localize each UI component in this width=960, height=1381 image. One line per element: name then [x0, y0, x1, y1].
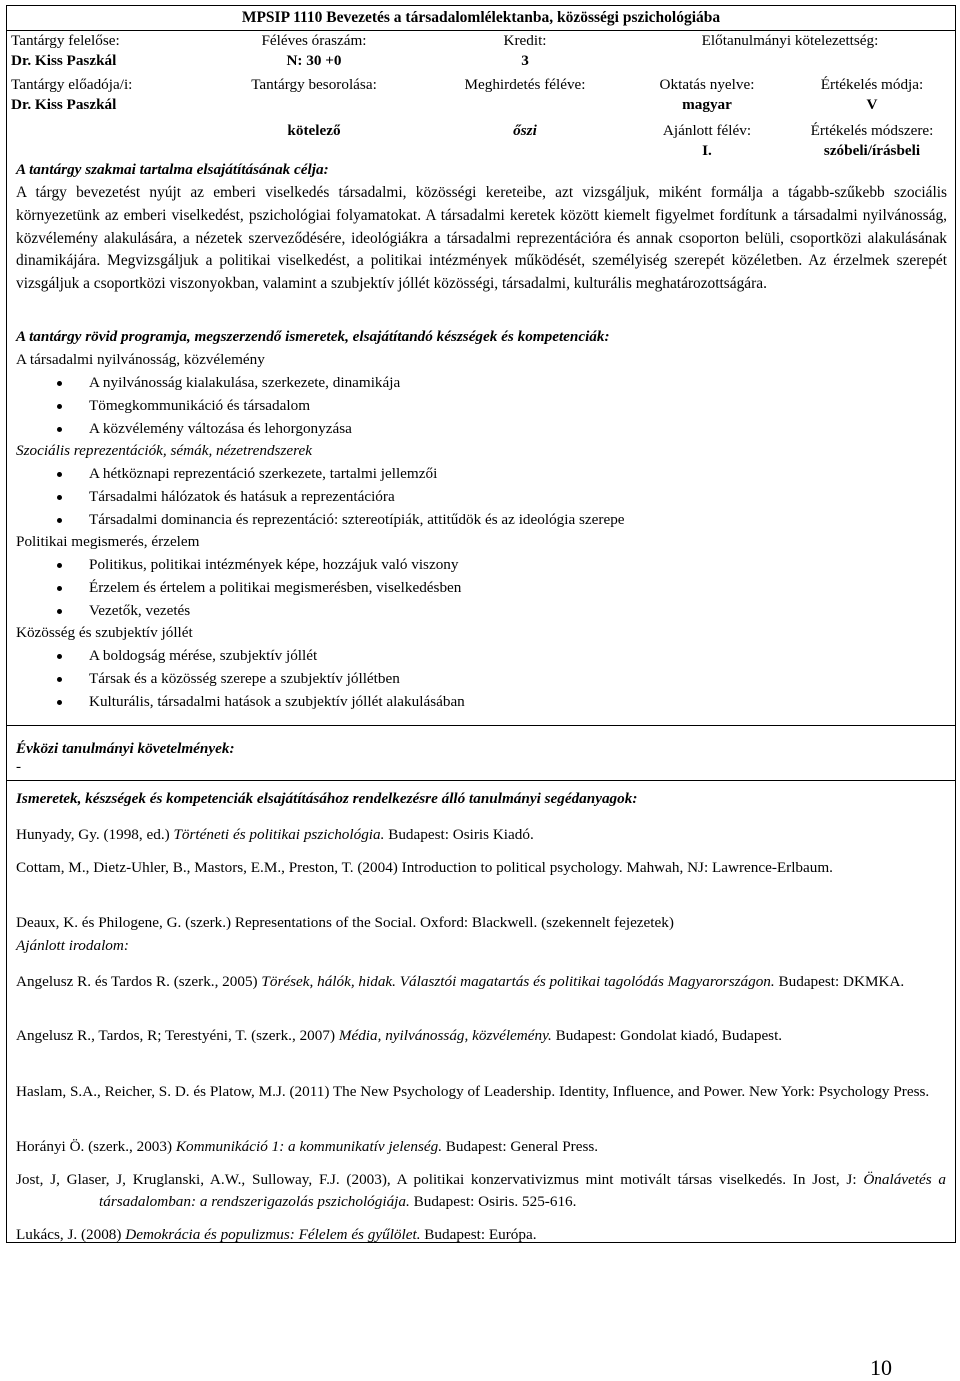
reference-text: Deaux, K. és Philogene, G. (szerk.) Representations of the Social. Oxford: Blackwell. (szekennelt fejezetek)	[16, 914, 674, 931]
bullet-icon	[57, 381, 62, 386]
reference-text: Lukács, J. (2008)	[16, 1226, 126, 1243]
list-item	[89, 419, 352, 439]
reference-text: Budapest: Osiris Kiadó.	[384, 826, 534, 843]
list-item	[89, 396, 310, 416]
reference-item	[16, 824, 946, 846]
bullet-icon	[57, 518, 62, 523]
besorolas-label: Tantárgy besorolása:	[251, 76, 377, 93]
reference-item	[16, 1136, 946, 1158]
list-item-text: A nyilvánosság kialakulása, szerkezete, dinamikája	[89, 374, 401, 391]
list-item	[89, 555, 458, 575]
reference-text: Horányi Ö. (szerk., 2003)	[16, 1138, 176, 1155]
meghirdetes-value: őszi	[513, 122, 537, 139]
list-item-text: Kulturális, társadalmi hatások a szubjektív jóllét alakulásában	[89, 693, 465, 710]
course-title: MPSIP 1110 Bevezetés a társadalomlélektanba, közösségi pszichológiába	[241, 9, 721, 26]
bullet-icon	[57, 495, 62, 500]
list-item-text: A hétköznapi reprezentáció szerkezete, tartalmi jellemzői	[89, 465, 438, 482]
bullet-icon	[57, 404, 62, 409]
reference-item	[16, 1224, 946, 1246]
topic-title: Szociális reprezentációk, sémák, nézetrendszerek	[16, 442, 312, 459]
recommended-heading: Ajánlott irodalom:	[16, 937, 129, 954]
oraszam-value: N: 30 +0	[286, 52, 342, 69]
ertekeles-modszere-label: Értékelés módszere:	[810, 122, 934, 139]
reference-text: Budapest: Gondolat kiadó, Budapest.	[551, 1027, 783, 1044]
reference-text: Angelusz R., Tardos, R; Terestyéni, T. (szerk., 2007)	[16, 1027, 339, 1044]
reference-item	[16, 857, 946, 879]
reference-text: Hunyady, Gy. (1998, ed.)	[16, 826, 174, 843]
kredit-label: Kredit:	[503, 32, 547, 49]
list-item-text: Tömegkommunikáció és társadalom	[89, 397, 311, 414]
elotan-label: Előtanulmányi kötelezettség:	[701, 32, 879, 49]
list-item-text: A boldogság mérése, szubjektív jóllét	[89, 647, 318, 664]
reference-item	[16, 1081, 946, 1103]
ertekeles-mod-label: Értékelés módja:	[820, 76, 924, 93]
reference-title: Önalávetés a társadalomban: a rendszerigazolás pszichológiája.	[99, 1171, 946, 1210]
list-item-text: Társak és a közösség szerepe a szubjektív jóllétben	[89, 670, 400, 687]
divider	[7, 725, 955, 726]
reference-title: Történeti és politikai pszichológia.	[173, 826, 385, 843]
eloado-label: Tantárgy előadója/i:	[11, 76, 133, 93]
reference-text: Budapest: General Press.	[442, 1138, 599, 1155]
nyelv-value: magyar	[682, 96, 732, 113]
topic-title: Politikai megismerés, érzelem	[16, 533, 200, 550]
reference-item	[16, 1025, 946, 1047]
list-item	[89, 578, 461, 598]
materials-heading: Ismeretek, készségek és kompetenciák elsajátításához rendelkezésre álló tanulmányi segédanyagok:	[16, 790, 638, 807]
list-item-text: A közvélemény változása és lehorgonyzása	[89, 420, 352, 437]
topic-title: A társadalmi nyilvánosság, közvélemény	[16, 351, 265, 368]
reference-text: Budapest: DKMKA.	[774, 973, 905, 990]
list-item	[89, 646, 317, 666]
list-item	[89, 510, 625, 530]
besorolas-value: kötelező	[287, 122, 341, 139]
list-item-text: Társadalmi hálózatok és hatásuk a reprezentációra	[89, 488, 395, 505]
bullet-icon	[57, 654, 62, 659]
list-item	[89, 692, 465, 712]
bullet-icon	[57, 586, 62, 591]
bullet-icon	[57, 609, 62, 614]
felelos-label: Tantárgy felelőse:	[11, 32, 120, 49]
reference-item	[16, 1169, 946, 1213]
bullet-icon	[57, 700, 62, 705]
requirements-heading: Évközi tanulmányi követelmények:	[16, 740, 235, 757]
course-sheet	[6, 5, 956, 1243]
reference-text: Budapest: Osiris. 525-616.	[409, 1193, 577, 1210]
reference-title: Kommunikáció 1: a kommunikatív jelenség.	[175, 1138, 442, 1155]
oraszam-label: Féléves óraszám:	[261, 32, 367, 49]
list-item-text: Érzelem és értelem a politikai megismerésben, viselkedésben	[89, 579, 462, 596]
requirements-value: -	[16, 758, 22, 775]
ertekeles-mod-value: V	[866, 96, 878, 113]
list-item	[89, 464, 437, 484]
reference-text: Budapest: Európa.	[420, 1226, 537, 1243]
reference-text: Haslam, S.A., Reicher, S. D. és Platow, M.J. (2011) The New Psychology of Leadership. Identity, Influence, and Power. New York: Psychology Press.	[16, 1083, 930, 1100]
ajanlott-value: I.	[702, 142, 712, 159]
reference-title: Törések, hálók, hidak. Választói magatartás és politikai tagolódás Magyarországon.	[261, 973, 775, 990]
reference-item	[16, 912, 946, 934]
felelos-value: Dr. Kiss Paszkál	[11, 52, 117, 69]
bullet-icon	[57, 472, 62, 477]
goal-heading: A tantárgy szakmai tartalma elsajátításának célja:	[16, 161, 329, 178]
list-item	[89, 669, 400, 689]
reference-title: Média, nyilvánosság, közvélemény.	[338, 1027, 552, 1044]
reference-title: Demokrácia és populizmus: Félelem és gyűlölet.	[125, 1226, 421, 1243]
kredit-value: 3	[521, 52, 529, 69]
ajanlott-label: Ajánlott félév:	[662, 122, 752, 139]
list-item-text: Vezetők, vezetés	[89, 602, 191, 619]
nyelv-label: Oktatás nyelve:	[659, 76, 755, 93]
list-item	[89, 487, 395, 507]
list-item	[89, 601, 190, 621]
meghirdetes-label: Meghirdetés féléve:	[464, 76, 586, 93]
reference-text: Cottam, M., Dietz-Uhler, B., Mastors, E.M., Preston, T. (2004) Introduction to political psychology. Mahwah, NJ: Lawrence-Erlbaum.	[16, 859, 833, 876]
list-item-text: Politikus, politikai intézmények képe, hozzájuk való viszony	[89, 556, 459, 573]
reference-item	[16, 971, 946, 993]
divider	[7, 780, 955, 781]
eloado-value: Dr. Kiss Paszkál	[11, 96, 117, 113]
list-item-text: Társadalmi dominancia és reprezentáció: sztereotípiák, attitűdök és az ideológia szerepe	[89, 511, 625, 528]
reference-text: Jost, J, Glaser, J, Kruglanski, A.W., Sulloway, F.J. (2003), A politikai konzervativizmus mint motivált társas viselkedés. In Jost, J:	[16, 1171, 864, 1188]
bullet-icon	[57, 563, 62, 568]
ertekeles-modszere-value: szóbeli/írásbeli	[823, 142, 921, 159]
topic-title: Közösség és szubjektív jóllét	[16, 624, 193, 641]
bullet-icon	[57, 427, 62, 432]
goal-text: A tárgy bevezetést nyújt az emberi viselkedés társadalmi, közösségi kereteibe, azt vizsgáljuk, miként formálja a tágabb-szűkebb szociális környezetünk az emberi viselkedést, pszichológiai folyamatokat. A társadalmi keretek között kiemelt figyelmet fordítunk a társadalmi nyilvánosság, közvélemény alakulására, a nézetek szerveződésére, ideológiákra a társadalmi reprezentációra és annak csoporton belüli, csoportközi alakulásának dinamikájára. Megvizsgáljuk a politikai viselkedést, a politikai intézmények működését, személyiség szerepét közéletben. Az érzelmek szerepét vizsgáljuk a csoportközi viszonyokban, valamint a szubjektív jóllét közösségi, társadalmi, kulturális meghatározottságára.	[16, 184, 947, 293]
page-number: 10	[870, 1355, 892, 1380]
reference-text: Angelusz R. és Tardos R. (szerk., 2005)	[16, 973, 262, 990]
program-heading: A tantárgy rövid programja, megszerzendő ismeretek, elsajátítandó készségek és kompetenciák:	[16, 328, 610, 345]
bullet-icon	[57, 677, 62, 682]
list-item	[89, 373, 400, 393]
